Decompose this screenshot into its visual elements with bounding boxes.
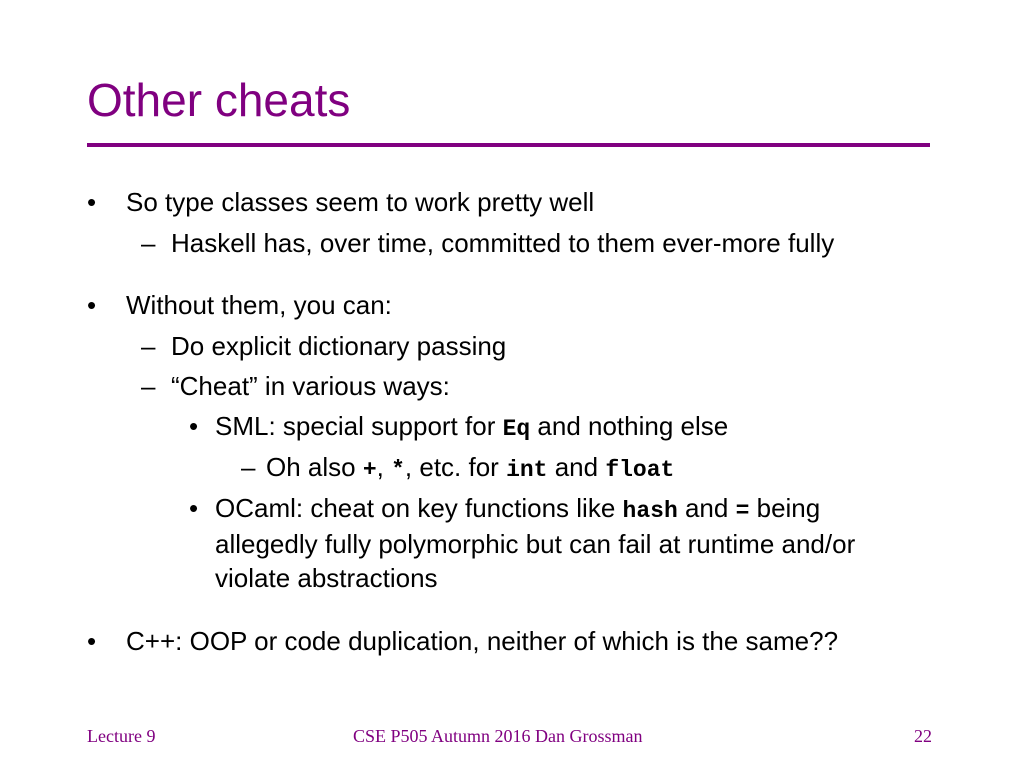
dash-marker: – <box>141 228 156 258</box>
code-equals: = <box>735 498 750 524</box>
sub-sub-bullet-sml <box>215 409 728 446</box>
bullet-type-classes: So type classes seem to work pretty well <box>126 187 595 217</box>
and-text: and <box>547 452 606 482</box>
dash-marker: – <box>241 452 256 482</box>
and-text: and <box>677 493 736 523</box>
footer-lecture: Lecture 9 <box>87 726 156 746</box>
code-plus: + <box>362 457 377 483</box>
sml-text: SML: special support for <box>215 411 503 441</box>
dash-marker: – <box>141 371 156 401</box>
code-float: float <box>605 457 675 483</box>
etc-text: , etc. for <box>404 452 507 482</box>
code-star: * <box>391 457 405 483</box>
bullet-marker: • <box>87 290 97 320</box>
dash-marker: – <box>141 331 156 361</box>
bullet-cpp: C++: OOP or code duplication, neither of which is the same?? <box>126 626 839 656</box>
bullet-marker: • <box>189 411 199 441</box>
code-int: int <box>506 457 548 483</box>
code-eq-class: Eq <box>502 416 531 442</box>
bullet-without-them: Without them, you can: <box>126 290 392 320</box>
sub-bullet-cheat: “Cheat” in various ways: <box>171 371 450 401</box>
sub-bullet-dictionary-passing: Do explicit dictionary passing <box>171 331 507 361</box>
sml-also-line <box>266 450 674 487</box>
bullet-marker: • <box>87 626 97 656</box>
ocaml-line-3: violate abstractions <box>215 563 438 593</box>
sub-bullet-haskell: Haskell has, over time, committed to them ever-more fully <box>171 228 835 258</box>
ocaml-text: OCaml: cheat on key functions like <box>215 493 623 523</box>
ocaml-line-2: allegedly fully polymorphic but can fail at runtime and/or <box>215 529 856 559</box>
footer-page-number: 22 <box>914 726 932 746</box>
sub-sub-bullet-ocaml <box>215 491 820 528</box>
also-text: Oh also <box>266 452 363 482</box>
bullet-marker: • <box>189 493 199 523</box>
title-divider <box>87 143 930 147</box>
slide-title: Other cheats <box>87 74 351 126</box>
comma-text: , <box>376 452 392 482</box>
bullet-marker: • <box>87 187 97 217</box>
code-hash: hash <box>622 498 678 524</box>
being-text: being <box>749 493 821 523</box>
footer-course: CSE P505 Autumn 2016 Dan Grossman <box>353 726 643 746</box>
sml-text-end: and nothing else <box>530 411 729 441</box>
